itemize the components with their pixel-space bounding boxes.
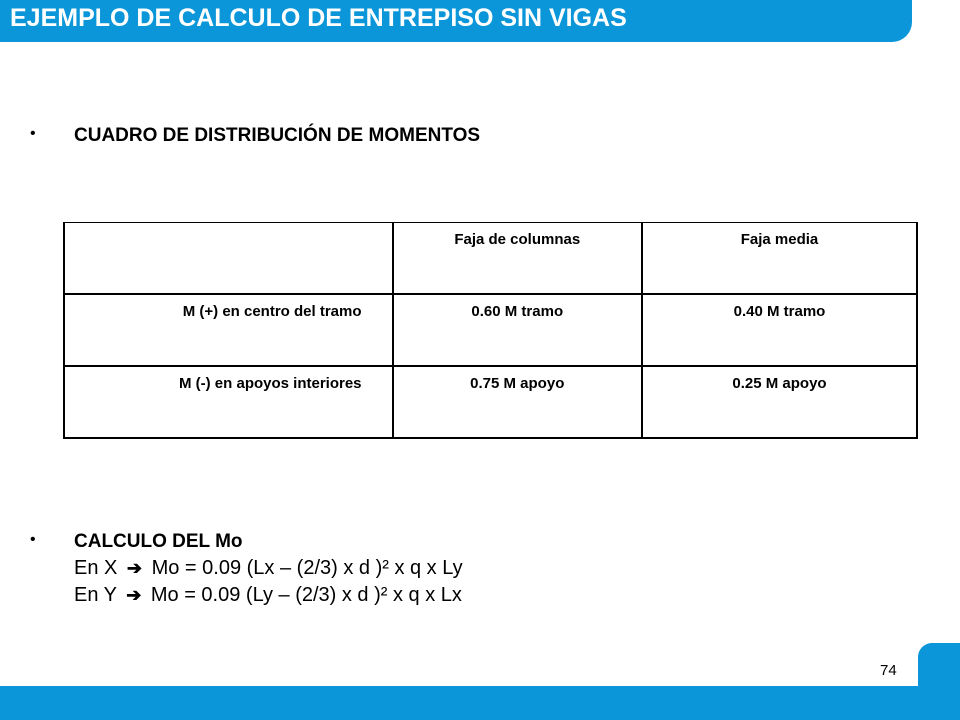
table-header-row (64, 223, 917, 295)
table-row (64, 294, 917, 366)
formula-y (74, 584, 462, 607)
table-cell: M (-) en apoyos interiores (64, 366, 393, 438)
formula-text: Mo = 0.09 (Lx – (2/3) x d )² x q x Ly (151, 557, 463, 579)
table-header-cell: Faja de columnas (393, 223, 642, 295)
section-heading: CUADRO DE DISTRIBUCIÓN DE MOMENTOS (74, 125, 481, 146)
formula-x (74, 557, 463, 580)
table-header-cell: Faja media (642, 223, 917, 295)
bullet-icon: • (30, 531, 36, 548)
table-cell: 0.40 M tramo (642, 294, 917, 366)
formula-prefix: En Y (74, 584, 117, 606)
title-bar (0, 0, 912, 42)
slide-title: EJEMPLO DE CALCULO DE ENTREPISO SIN VIGAS (10, 4, 627, 32)
page-number: 74 (880, 662, 897, 679)
section-heading: CALCULO DEL Mo (74, 531, 243, 552)
moment-distribution-table (63, 222, 918, 439)
table-header-cell (64, 223, 393, 295)
table-cell: 0.60 M tramo (393, 294, 642, 366)
formula-prefix: En X (74, 557, 118, 579)
arrow-right-icon: ➔ (126, 585, 142, 605)
formula-text: Mo = 0.09 (Ly – (2/3) x d )² x q x Lx (150, 584, 462, 606)
table-cell: 0.75 M apoyo (393, 366, 642, 438)
arrow-right-icon: ➔ (126, 558, 143, 578)
table-cell: M (+) en centro del tramo (64, 294, 393, 366)
table-row (64, 366, 917, 438)
table-cell: 0.25 M apoyo (642, 366, 917, 438)
footer-bar (0, 686, 960, 720)
bullet-icon: • (30, 125, 36, 142)
